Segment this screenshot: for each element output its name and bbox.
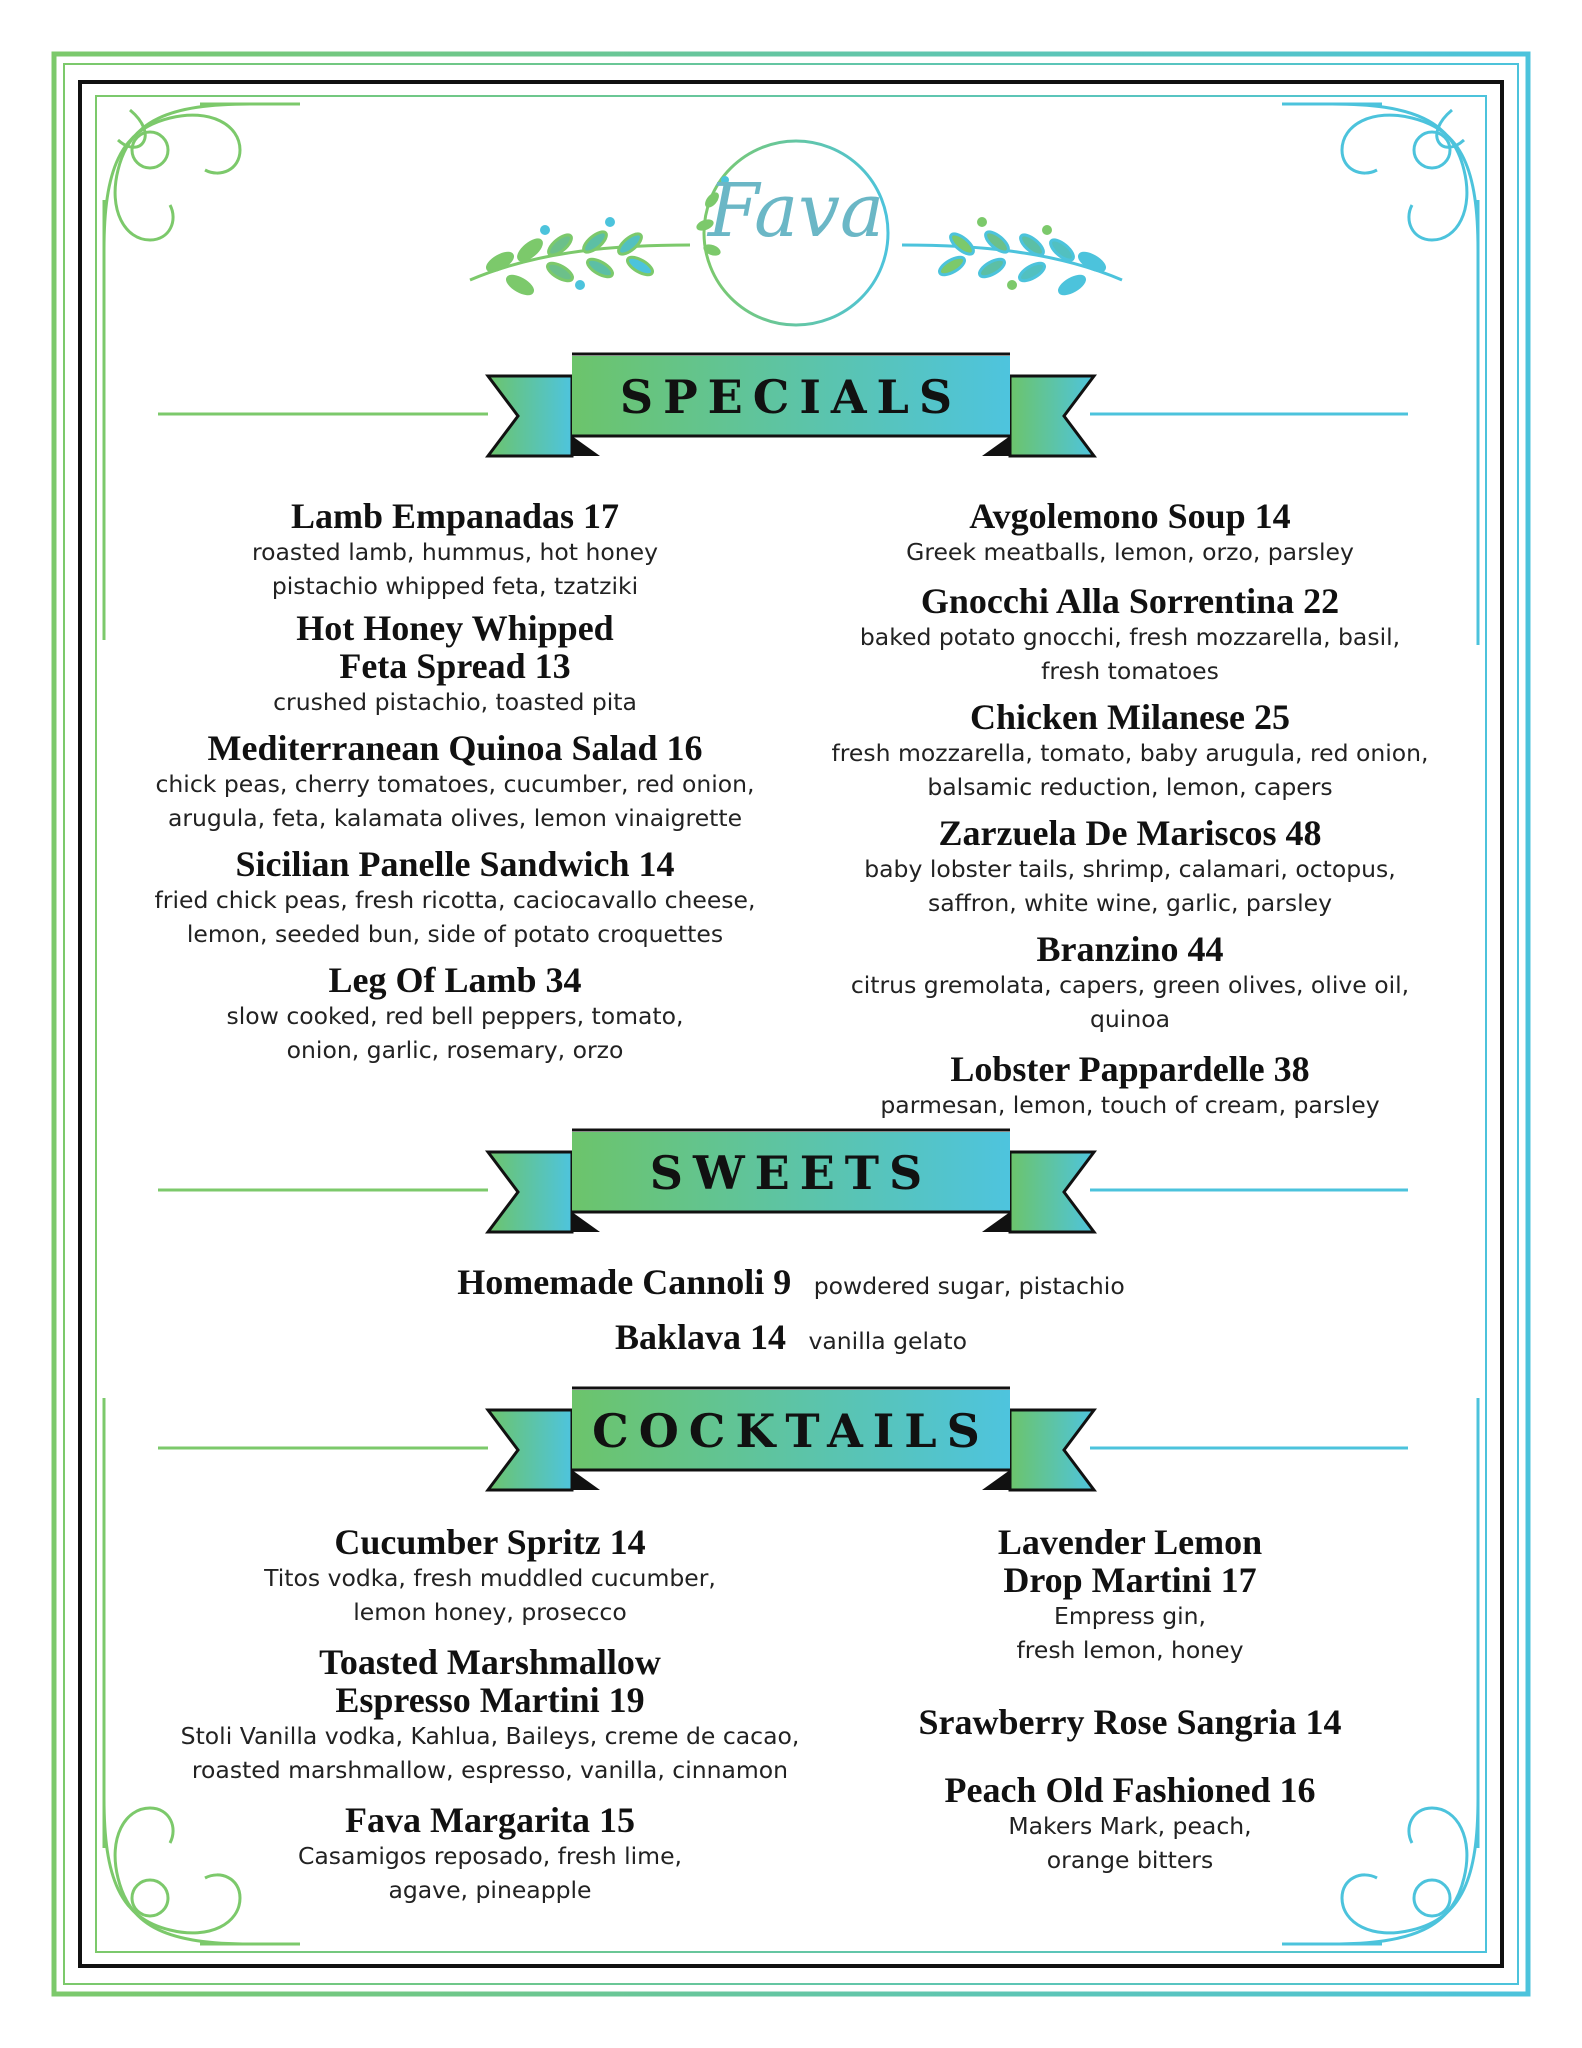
menu-item <box>810 930 1450 1036</box>
item-title: Toasted Marshmallow Espresso Martini 19 <box>319 1642 661 1720</box>
corner-ornament-top-left <box>104 104 300 300</box>
item-description: chick peas, cherry tomatoes, cucumber, red onion, arugula, feta, kalamata olives, lemon vinaigrette <box>155 770 755 832</box>
sweet-description: vanilla gelato <box>808 1327 968 1355</box>
item-title: Leg Of Lamb 34 <box>328 960 582 1000</box>
item-description: Empress gin, fresh lemon, honey <box>1016 1602 1244 1664</box>
right-branch <box>902 217 1122 297</box>
item-title: Mediterranean Quinoa Salad 16 <box>207 728 703 768</box>
corner-ornament-top-right <box>1282 104 1478 300</box>
menu-item <box>810 698 1450 804</box>
menu-item <box>810 814 1450 920</box>
menu-item <box>140 845 770 951</box>
sweet-item <box>0 1316 1582 1358</box>
menu-item <box>810 1050 1450 1122</box>
menu-item <box>160 1523 820 1629</box>
menu-item <box>140 609 770 719</box>
item-description: Titos vodka, fresh muddled cucumber, lemon honey, prosecco <box>264 1564 716 1626</box>
sweet-title: Homemade Cannoli 9 <box>457 1262 792 1302</box>
item-description: Makers Mark, peach, orange bitters <box>1008 1812 1252 1874</box>
item-description: roasted lamb, hummus, hot honey pistachio whipped feta, tzatziki <box>251 538 659 600</box>
item-title: Chicken Milanese 25 <box>970 697 1290 737</box>
menu-item <box>870 1703 1390 1741</box>
menu-item <box>140 497 770 603</box>
menu-item <box>810 497 1450 569</box>
item-description: citrus gremolata, capers, green olives, olive oil, quinoa <box>850 971 1410 1033</box>
specials-heading: SPECIALS <box>619 370 963 424</box>
item-title: Branzino 44 <box>1036 929 1224 969</box>
item-description: baked potato gnocchi, fresh mozzarella, basil, fresh tomatoes <box>859 623 1401 685</box>
menu-item <box>160 1643 820 1787</box>
cocktails-left-column <box>160 1523 820 1907</box>
item-title: Lamb Empanadas 17 <box>290 496 620 536</box>
brand-logo: Fava <box>707 168 885 254</box>
item-description: baby lobster tails, shrimp, calamari, octopus, saffron, white wine, garlic, parsley <box>864 855 1396 917</box>
cocktails-heading: COCKTAILS <box>592 1404 990 1458</box>
item-title: Hot Honey Whipped Feta Spread 13 <box>296 608 614 686</box>
item-description: Casamigos reposado, fresh lime, agave, pineapple <box>297 1842 683 1904</box>
item-title: Zarzuela De Mariscos 48 <box>938 813 1322 853</box>
item-title: Fava Margarita 15 <box>345 1800 635 1840</box>
menu-item <box>140 961 770 1067</box>
item-title: Avgolemono Soup 14 <box>969 496 1291 536</box>
item-description: fresh mozzarella, tomato, baby arugula, red onion, balsamic reduction, lemon, capers <box>831 739 1429 801</box>
left-branch <box>470 217 690 297</box>
menu-item <box>160 1801 820 1907</box>
item-description: parmesan, lemon, touch of cream, parsley <box>880 1091 1380 1119</box>
item-title: Srawberry Rose Sangria 14 <box>918 1702 1342 1742</box>
sweet-item <box>0 1261 1582 1303</box>
item-title: Sicilian Panelle Sandwich 14 <box>235 844 675 884</box>
item-description: crushed pistachio, toasted pita <box>273 688 637 716</box>
sweet-description: powdered sugar, pistachio <box>813 1272 1125 1300</box>
menu-item <box>810 582 1450 688</box>
menu-item <box>140 729 770 835</box>
menu-item <box>870 1771 1390 1877</box>
sweets-heading: SWEETS <box>649 1146 933 1200</box>
menu-item <box>870 1523 1390 1667</box>
specials-left-column <box>140 497 770 1067</box>
item-title: Lobster Pappardelle 38 <box>950 1049 1310 1089</box>
item-description: fried chick peas, fresh ricotta, caciocavallo cheese, lemon, seeded bun, side of potato croquettes <box>154 886 756 948</box>
item-description: slow cooked, red bell peppers, tomato, onion, garlic, rosemary, orzo <box>226 1002 684 1064</box>
item-description: Stoli Vanilla vodka, Kahlua, Baileys, creme de cacao, roasted marshmallow, espresso, vanilla, cinnamon <box>180 1722 800 1784</box>
cocktails-right-column <box>870 1523 1390 1877</box>
specials-right-column <box>810 497 1450 1122</box>
item-title: Peach Old Fashioned 16 <box>944 1770 1316 1810</box>
item-title: Lavender Lemon Drop Martini 17 <box>997 1522 1263 1600</box>
sweet-title: Baklava 14 <box>614 1317 787 1357</box>
item-title: Gnocchi Alla Sorrentina 22 <box>920 581 1340 621</box>
item-title: Cucumber Spritz 14 <box>334 1522 646 1562</box>
item-description: Greek meatballs, lemon, orzo, parsley <box>906 538 1354 566</box>
